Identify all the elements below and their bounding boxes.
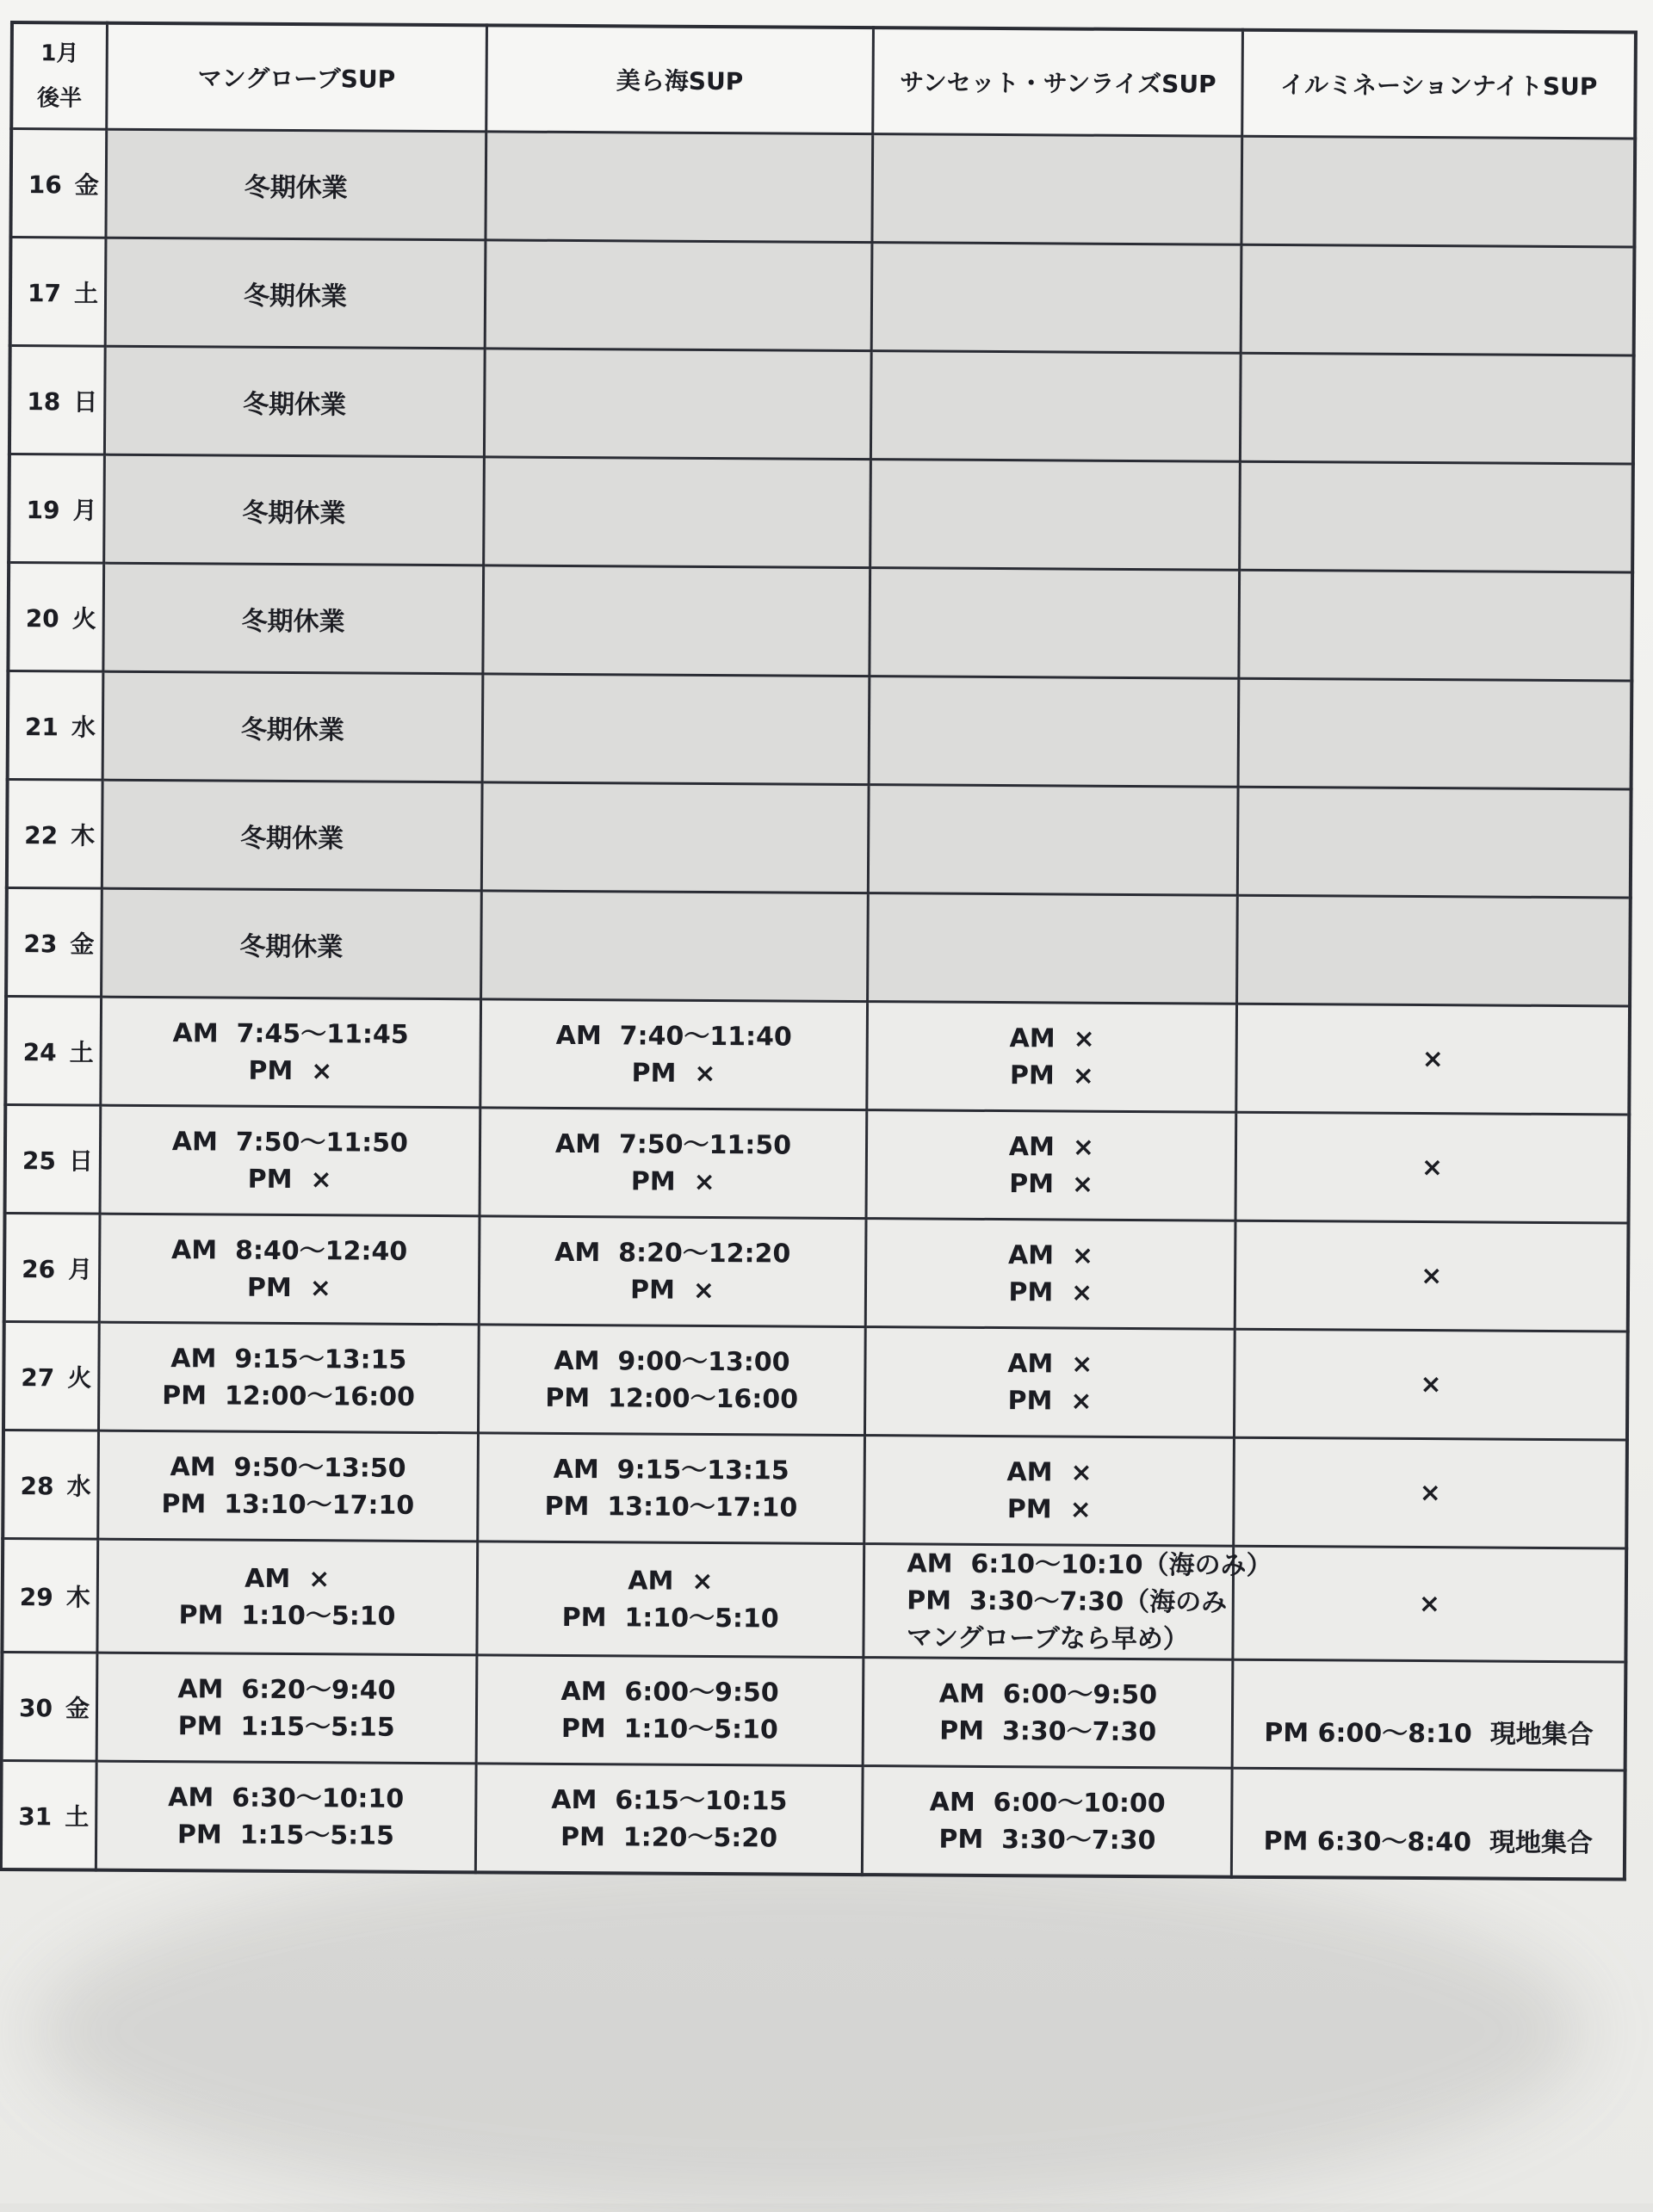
schedule-cell-illumination-night <box>1241 244 1634 355</box>
schedule-cell-illumination-night: × <box>1235 1112 1629 1223</box>
table-header-row <box>11 22 1636 139</box>
table-row <box>10 238 1635 356</box>
table-row <box>8 671 1632 790</box>
schedule-cell-sunset-sunrise: AM 6:00〜9:50 PM 3:30〜7:30 <box>864 1658 1234 1769</box>
schedule-cell-churaumi <box>481 782 870 893</box>
schedule-cell-illumination-night <box>1238 678 1631 789</box>
table-row <box>1 1761 1625 1880</box>
day-number: 21 <box>24 712 59 741</box>
month-period-header <box>11 22 107 129</box>
date-cell <box>10 238 106 347</box>
schedule-cell-illumination-night: × <box>1235 1329 1628 1440</box>
schedule-cell-illumination-night: × <box>1233 1546 1626 1662</box>
weekday-label: 金 <box>74 170 99 200</box>
schedule-cell-churaumi <box>485 132 873 243</box>
table-row <box>9 346 1634 465</box>
column-header-mangrove: マングローブSUP <box>107 23 486 132</box>
schedule-cell-churaumi <box>485 240 873 351</box>
schedule-cell-mangrove: 冬期休業 <box>102 888 481 999</box>
date-cell <box>5 1105 101 1214</box>
schedule-cell-mangrove: AM 9:50〜13:50 PM 13:10〜17:10 <box>98 1430 478 1542</box>
schedule-body <box>1 129 1635 1880</box>
day-number: 27 <box>21 1362 55 1393</box>
weekday-label: 金 <box>65 1694 90 1723</box>
weekday-label: 土 <box>65 1802 90 1832</box>
column-header-churaumi: 美ら海SUP <box>486 25 874 133</box>
schedule-cell-churaumi <box>482 565 870 677</box>
schedule-cell-churaumi <box>482 674 870 785</box>
date-cell <box>8 563 103 672</box>
table-row <box>7 780 1631 899</box>
schedule-cell-mangrove: AM 6:30〜10:10 PM 1:15〜5:15 <box>96 1761 476 1872</box>
day-number: 22 <box>24 820 59 850</box>
date-cell <box>6 888 102 998</box>
schedule-cell-sunset-sunrise <box>871 351 1241 462</box>
column-header-sunset-sunrise: サンセット・サンライズSUP <box>873 28 1243 136</box>
day-number: 23 <box>23 929 58 958</box>
schedule-cell-sunset-sunrise: AM × PM × <box>864 1436 1235 1547</box>
day-number: 25 <box>22 1146 56 1175</box>
weekday-label: 火 <box>71 604 96 633</box>
schedule-cell-sunset-sunrise <box>870 460 1241 571</box>
schedule-cell-sunset-sunrise: AM 6:00〜10:00 PM 3:30〜7:30 <box>863 1766 1233 1877</box>
day-number: 26 <box>22 1254 56 1284</box>
table-row <box>5 1105 1630 1224</box>
date-cell <box>9 346 105 455</box>
schedule-cell-churaumi: AM 9:00〜13:00 PM 12:00〜16:00 <box>478 1325 866 1436</box>
schedule-sheet <box>0 21 1638 1881</box>
schedule-cell-mangrove: 冬期休業 <box>102 780 481 891</box>
schedule-cell-churaumi: AM 8:20〜12:20 PM × <box>479 1216 867 1327</box>
table-row <box>9 454 1633 573</box>
date-cell <box>2 1653 97 1762</box>
schedule-cell-sunset-sunrise <box>870 677 1240 788</box>
day-number: 30 <box>18 1693 53 1723</box>
schedule-cell-mangrove: 冬期休業 <box>106 129 486 240</box>
schedule-cell-churaumi <box>483 457 871 568</box>
date-cell <box>5 997 101 1106</box>
schedule-cell-sunset-sunrise <box>870 568 1240 679</box>
schedule-cell-sunset-sunrise: AM 6:10〜10:10（海のみ） PM 3:30〜7:30（海のみ マングローブなら早め） <box>864 1544 1234 1660</box>
schedule-cell-mangrove: 冬期休業 <box>105 346 485 457</box>
day-number: 17 <box>27 278 62 307</box>
date-cell <box>4 1214 100 1323</box>
schedule-cell-mangrove: 冬期休業 <box>104 454 484 565</box>
schedule-cell-sunset-sunrise: AM × PM × <box>866 1219 1236 1330</box>
table-row <box>10 129 1635 248</box>
day-number: 31 <box>18 1801 53 1831</box>
period-label: 後半 <box>36 85 83 112</box>
date-cell <box>3 1430 98 1540</box>
day-number: 24 <box>22 1037 57 1066</box>
weekday-label: 水 <box>71 713 96 742</box>
weekday-label: 木 <box>65 1583 90 1612</box>
table-row <box>6 888 1631 1007</box>
month-label: 1月 <box>40 40 79 67</box>
date-cell <box>2 1539 97 1653</box>
weekday-label: 土 <box>69 1038 94 1067</box>
schedule-cell-churaumi: AM 6:00〜9:50 PM 1:10〜5:10 <box>476 1655 864 1766</box>
schedule-cell-churaumi <box>480 891 869 1002</box>
day-number: 28 <box>20 1471 54 1501</box>
date-cell <box>8 671 103 781</box>
schedule-cell-mangrove: 冬期休業 <box>105 238 485 349</box>
table-row <box>2 1653 1626 1771</box>
day-number: 20 <box>25 603 59 633</box>
schedule-cell-mangrove: AM 7:50〜11:50 PM × <box>100 1105 480 1216</box>
table-row <box>5 997 1630 1115</box>
schedule-cell-sunset-sunrise: AM × PM × <box>867 1002 1237 1113</box>
schedule-cell-churaumi: AM 6:15〜10:15 PM 1:20〜5:20 <box>475 1764 864 1875</box>
weekday-label: 土 <box>73 278 99 308</box>
schedule-cell-illumination-night: × <box>1234 1437 1627 1548</box>
schedule-cell-illumination-night: × <box>1235 1220 1628 1332</box>
schedule-cell-sunset-sunrise <box>869 785 1239 896</box>
schedule-cell-mangrove: 冬期休業 <box>102 671 482 782</box>
schedule-cell-churaumi: AM 7:50〜11:50 PM × <box>480 1108 868 1219</box>
schedule-cell-illumination-night: PM 6:30〜8:40 現地集合 <box>1232 1768 1625 1879</box>
column-header-illumination-night: イルミネーションナイトSUP <box>1242 30 1636 139</box>
date-cell <box>3 1322 99 1431</box>
day-number: 18 <box>27 386 61 416</box>
table-row <box>3 1322 1628 1441</box>
schedule-cell-mangrove: 冬期休業 <box>103 563 483 674</box>
schedule-cell-churaumi: AM × PM 1:10〜5:10 <box>476 1542 864 1658</box>
date-cell <box>7 780 102 889</box>
schedule-cell-mangrove: AM 6:20〜9:40 PM 1:15〜5:15 <box>96 1653 476 1764</box>
day-number: 16 <box>28 170 62 199</box>
table-row <box>2 1539 1626 1663</box>
weekday-label: 火 <box>67 1363 92 1393</box>
date-cell <box>10 129 106 238</box>
weekday-label: 金 <box>70 930 95 959</box>
schedule-cell-illumination-night <box>1241 136 1635 247</box>
schedule-cell-sunset-sunrise: AM × PM × <box>866 1110 1236 1221</box>
weekday-label: 月 <box>68 1255 93 1284</box>
weekday-label: 日 <box>68 1146 94 1176</box>
schedule-cell-illumination-night: PM 6:00〜8:10 現地集合 <box>1232 1659 1625 1770</box>
day-number: 29 <box>19 1582 53 1612</box>
schedule-cell-illumination-night <box>1238 787 1631 898</box>
schedule-cell-churaumi: AM 7:40〜11:40 PM × <box>480 999 868 1110</box>
schedule-cell-sunset-sunrise <box>868 893 1238 1004</box>
schedule-cell-illumination-night <box>1241 353 1634 464</box>
schedule-cell-mangrove: AM 7:45〜11:45 PM × <box>101 997 480 1108</box>
schedule-cell-illumination-night: × <box>1236 1004 1630 1115</box>
schedule-cell-mangrove: AM 9:15〜13:15 PM 12:00〜16:00 <box>99 1322 479 1433</box>
date-cell <box>9 454 104 564</box>
schedule-cell-churaumi: AM 9:15〜13:15 PM 13:10〜17:10 <box>477 1433 865 1544</box>
table-row <box>8 563 1632 682</box>
weekday-label: 日 <box>73 386 98 417</box>
weekday-label: 木 <box>71 821 96 850</box>
weekday-label: 月 <box>72 496 97 525</box>
date-cell <box>1 1761 96 1870</box>
schedule-cell-mangrove: AM 8:40〜12:40 PM × <box>99 1214 479 1325</box>
table-row <box>4 1214 1629 1332</box>
day-number: 19 <box>26 495 60 524</box>
schedule-cell-churaumi <box>484 349 872 460</box>
schedule-cell-mangrove: AM × PM 1:10〜5:10 <box>97 1539 477 1655</box>
table-row <box>3 1430 1627 1549</box>
schedule-cell-illumination-night <box>1237 895 1631 1006</box>
schedule-cell-sunset-sunrise <box>872 134 1242 245</box>
schedule-cell-illumination-night <box>1240 461 1633 572</box>
schedule-cell-sunset-sunrise <box>872 243 1242 354</box>
sup-schedule-table <box>0 21 1638 1881</box>
weekday-label: 水 <box>66 1472 91 1501</box>
schedule-cell-illumination-night <box>1239 570 1632 681</box>
schedule-cell-sunset-sunrise: AM × PM × <box>865 1327 1235 1438</box>
